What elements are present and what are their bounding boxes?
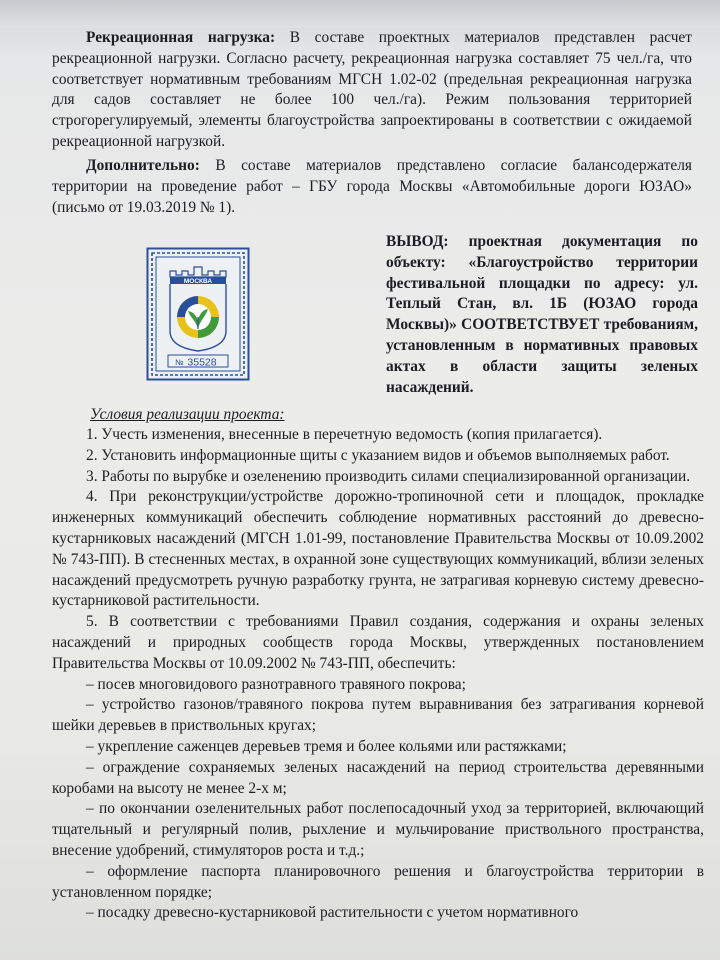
condition-item-4: 4. При реконструкции/устройстве дорожно-тропиночной сети и площадок, прокладке инженерных коммуникаций обеспечить соблюдение нормативных расстояний до древесно-кустарниковых насаждений (МГСН 1.01-99, постановление Правительства Москвы от 10.09.2002 № 743-ПП). В стесненных местах, в охранной зоне существующих коммуникаций, вблизи зеленых насаждений предусмотреть ручную разработку грунта, не затрагивая корневую систему древесно-кустарниковой растительности. <box>52 488 704 610</box>
recreational-heading: Рекреационная нагрузка: <box>86 29 276 46</box>
dash-item-2: – устройство газонов/травяного покрова путем выравнивания без затрагивания корневой шейки деревьев в приствольных кругах; <box>52 696 704 735</box>
condition-item-5: 5. В соответствии с требованиями Правил создания, содержания и охраны зеленых насаждений и природных сообществ города Москвы, утвержденных постановлением Правительства Москвы от 10.09.2002 № 743-ПП, обеспечить: <box>52 613 704 672</box>
additional-paragraph <box>52 156 692 218</box>
condition-item-1: 1. Учесть изменения, внесенные в перечетную ведомость (копия прилагается). <box>86 426 603 443</box>
stamp-number: 35528 <box>187 356 217 369</box>
stamp-emblem-icon <box>146 247 250 381</box>
condition-item-2: 2. Установить информационные щиты с указанием видов и объемов выполняемых работ. <box>86 446 670 464</box>
stamp-prefix: № <box>175 358 184 367</box>
condition-item-3: 3. Работы по вырубке и озеленению производить силами специализированной организации. <box>86 467 691 485</box>
dash-item-4: – ограждение сохраняемых зеленых насаждений на период строительства деревянными коробами на высоту не менее 2-х м; <box>52 758 704 797</box>
conditions-list <box>52 425 704 924</box>
conditions-title: Условия реализации проекта: <box>90 406 285 423</box>
additional-text: В составе материалов представлено согласие балансодержателя территории на проведение работ – ГБУ города Москвы «Автомобильные дороги ЮЗАО» (письмо от 19.03.2019 № 1). <box>52 157 692 216</box>
dash-item-7: – посадку древесно-кустарниковой растительности с учетом нормативного <box>86 904 579 922</box>
moscow-stamp <box>146 247 250 381</box>
additional-heading: Дополнительно: <box>86 157 200 174</box>
recreational-text: В составе проектных материалов представлен расчет рекреационной нагрузки. Согласно расчету, рекреационная нагрузка составляет 75 чел./га, что соответствует нормативным требованиям МГСН 1.02-02 (предельная рекреационная нагрузка для садов составляет не более 100 чел./га). Режим пользования территорией строгорегулируемый, элементы благоустройства запроектированы в соответствии с ожидаемой рекреационной нагрузкой. <box>52 29 692 150</box>
recreational-paragraph <box>52 28 692 153</box>
dash-item-5: – по окончании озеленительных работ послепосадочный уход за территорией, включающий тщательный и регулярный полив, рыхление и мульчирование приствольного пространства, внесение удобрений, стимуляторов роста и т.д.; <box>52 800 704 859</box>
dash-item-1: – посев многовидового разнотравного травяного покрова; <box>86 675 466 693</box>
dash-item-6: – оформление паспорта планировочного решения и благоустройства территории в установленном порядке; <box>52 862 704 901</box>
conclusion-block: ВЫВОД: проектная документация по объекту: «Благоустройство территории фестивальной площадки по адресу: ул. Теплый Стан, вл. 1Б (ЮЗАО города Москвы)» СООТВЕТСТВУЕТ требованиям, установленным в нормативных правовых актах в области защиты зеленых насаждений. <box>386 233 698 396</box>
stamp-city: МОСКВА <box>183 278 213 285</box>
dash-item-3: – укрепление саженцев деревьев тремя и более кольями или растяжками; <box>86 737 567 755</box>
page-shadow <box>0 0 720 28</box>
